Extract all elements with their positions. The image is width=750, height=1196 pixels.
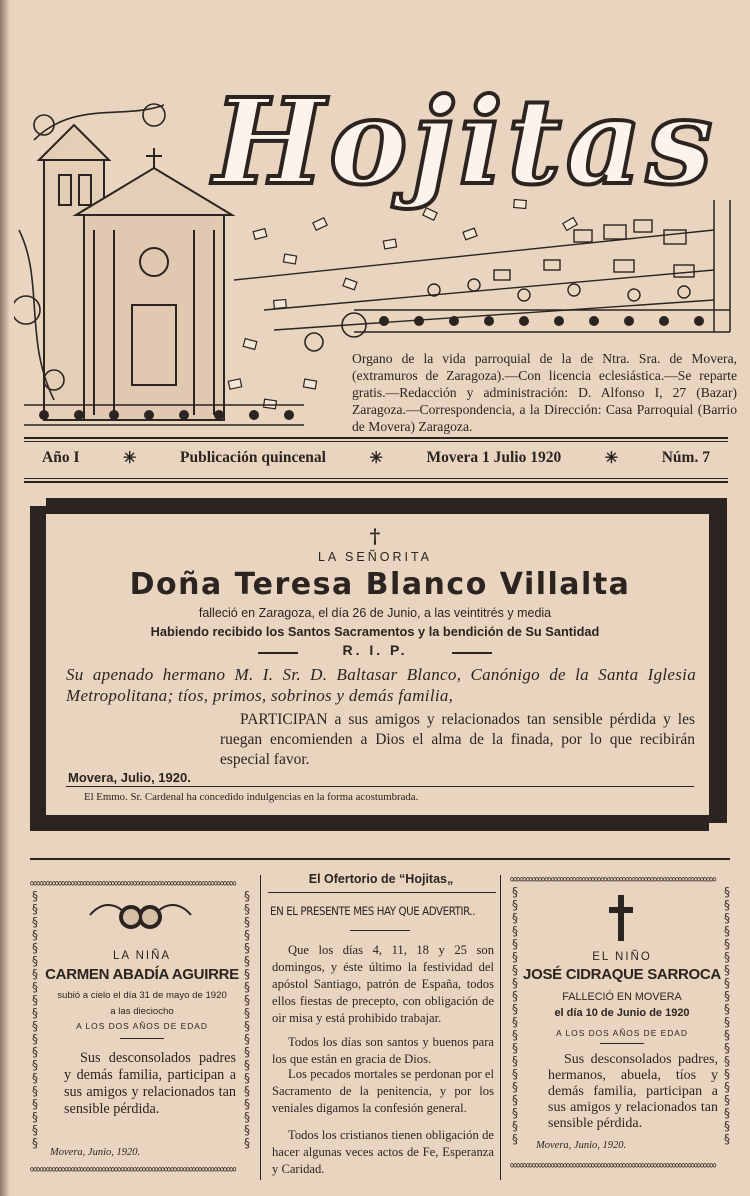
page-binding-shadow [0,0,10,1196]
chain-border-right-right: § § § § § § § § § § § § § § § § § § § § [723,886,731,1146]
column-rule-left [260,875,261,1180]
chain-border-bottom: ∞∞∞∞∞∞∞∞∞∞∞∞∞∞∞∞∞∞∞∞∞∞∞∞∞∞∞∞∞∞∞∞∞ [30,1162,236,1176]
left-line2: a las dieciocho [110,1006,174,1017]
left-line1: subió a cielo el día 31 de mayo de 1920 [57,990,227,1001]
indulgence-note: El Emmo. Sr. Cardenal ha concedido indulgencias en la forma acostumbrada. [84,791,419,803]
issue-place-date: Movera 1 Julio 1920 [426,449,562,466]
masthead-description: Organo de la vida parroquial de la de Ntra. Sra. de Movera, (extramuros de Zaragoza).—Con licencia eclesiástica.—Se reparte gratis.—Redacción y administración: D. Alfonso I, 27 (Bazar) Zaragoza.—Correspondencia, a la Dirección: Casa Parroquial (Barrio de Movera) Zaragoza. [352,351,737,434]
right-line2: el día 10 de Junio de 1920 [554,1007,690,1019]
issue-number: Núm. 7 [661,449,710,466]
participation-text: PARTICIPAN a sus amigos y relacionados tan sensible pérdida y les ruegan encomienden a Dios el alma de la finada, por lo que recibirán especial favor. [220,711,695,768]
death-details: falleció en Zaragoza, el día 26 de Junio, a las veintitrés y media [198,606,552,620]
cherubs-illustration [88,895,193,940]
rip-rule-left [258,652,298,654]
left-short-rule [120,1038,164,1039]
column-rule-right [500,875,501,1180]
chain-border-right: § § § § § § § § § § § § § § § § § § § § [243,890,251,1150]
rule-top [24,437,728,439]
left-name: CARMEN ABADÍA AGUIRRE [45,966,239,983]
issue-line [28,444,728,472]
notice-heading: LA SEÑORITA [317,550,433,564]
cross-icon [606,893,636,943]
right-short-rule [600,1043,644,1044]
ofertorio-p1: Que los días 4, 11, 18 y 25 son domingos, y éste último la festividad del apóstol Santiago, patrón de España, todos ellos fiestas de precepto, con obligación de oir misa y está prohibido trabajar. [272,943,494,1025]
notice-divider [66,786,694,787]
rule-bottom [24,478,728,479]
right-line3: A LOS DOS AÑOS DE EDAD [556,1028,688,1038]
notice-signature: Movera, Julio, 1920. [68,770,191,785]
separator-star: ✳ [604,450,619,467]
ofertorio-subtitle: EN EL PRESENTE MES HAY QUE ADVERTIR.. [270,904,476,918]
middle-short-rule [350,930,410,931]
middle-rule [268,892,496,893]
frame-edge-top [46,498,709,514]
rule-bottom-thick [24,481,728,483]
issue-year: Año I [42,449,80,466]
ofertorio-p3: Los pecados mortales se perdonan por el Sacramento de la penitencia, y por los veniales digamos la confesión general. [272,1067,494,1115]
frame-edge-right [709,498,727,823]
chain-border-left-right: § § § § § § § § § § § § § § § § § § § § [511,886,519,1146]
separator-star: ✳ [369,450,383,467]
chain-border-top: ∞∞∞∞∞∞∞∞∞∞∞∞∞∞∞∞∞∞∞∞∞∞∞∞∞∞∞∞∞∞∞∞∞ [30,876,236,890]
chain-border-bottom-right: ∞∞∞∞∞∞∞∞∞∞∞∞∞∞∞∞∞∞∞∞∞∞∞∞∞∞∞∞∞∞∞∞∞ [510,1158,716,1172]
left-heading: LA NIÑA [112,950,172,962]
rule-top-thin [24,441,728,442]
chain-border-top-right: ∞∞∞∞∞∞∞∞∞∞∞∞∞∞∞∞∞∞∞∞∞∞∞∞∞∞∞∞∞∞∞∞∞ [510,872,716,886]
cross-symbol: † [369,524,381,548]
sacraments-line: Habiendo recibido los Santos Sacramentos y la bendición de Su Santidad [150,624,600,639]
rip-text: R. I. P. [342,642,408,658]
right-body: Sus desconsolados padres, hermanos, abuela, tíos y demás familia, participan a sus amigos y relacionados tan sensible pérdida. [548,1052,718,1131]
frame-edge-left [30,506,46,831]
ofertorio-title: El Ofertorio de “Hojitas„ [308,872,454,886]
deceased-name: Doña Teresa Blanco Villalta [129,567,631,602]
rip-rule-right [452,652,492,654]
right-heading: EL NIÑO [592,951,652,963]
left-line3: A LOS DOS AÑOS DE EDAD [76,1021,208,1031]
right-line1: FALLECIÓ EN MOVERA [562,991,682,1003]
chain-border-left: § § § § § § § § § § § § § § § § § § § § [31,890,39,1150]
masthead-title: Hojitas [213,72,717,211]
church-drawing [39,125,232,420]
left-body: Sus desconsolados padres y demás familia, participan a sus amigos y relacionados tan sensible pérdida. [64,1050,236,1117]
right-signature: Movera, Junio, 1920. [536,1140,627,1151]
separator-star: ✳ [123,450,137,467]
ofertorio-p4: Todos los cristianos tienen obligación de hacer algunas veces actos de Fe, Esperanza y Caridad. [272,1128,494,1176]
frame-edge-bottom [46,815,709,831]
right-name: JOSÉ CIDRAQUE SARROCA [523,966,721,983]
left-signature: Movera, Junio, 1920. [50,1147,141,1158]
issue-frequency: Publicación quincenal [179,449,326,466]
ofertorio-p2: Todos los días son santos y buenos para los que están en gracia de Dios. [272,1035,494,1066]
section-divider [30,858,730,860]
family-announcement: Su apenado hermano M. I. Sr. D. Baltasar Blanco, Canónigo de la Santa Iglesia Metropolitana; tíos, primos, sobrinos y demás familia, [66,665,696,705]
